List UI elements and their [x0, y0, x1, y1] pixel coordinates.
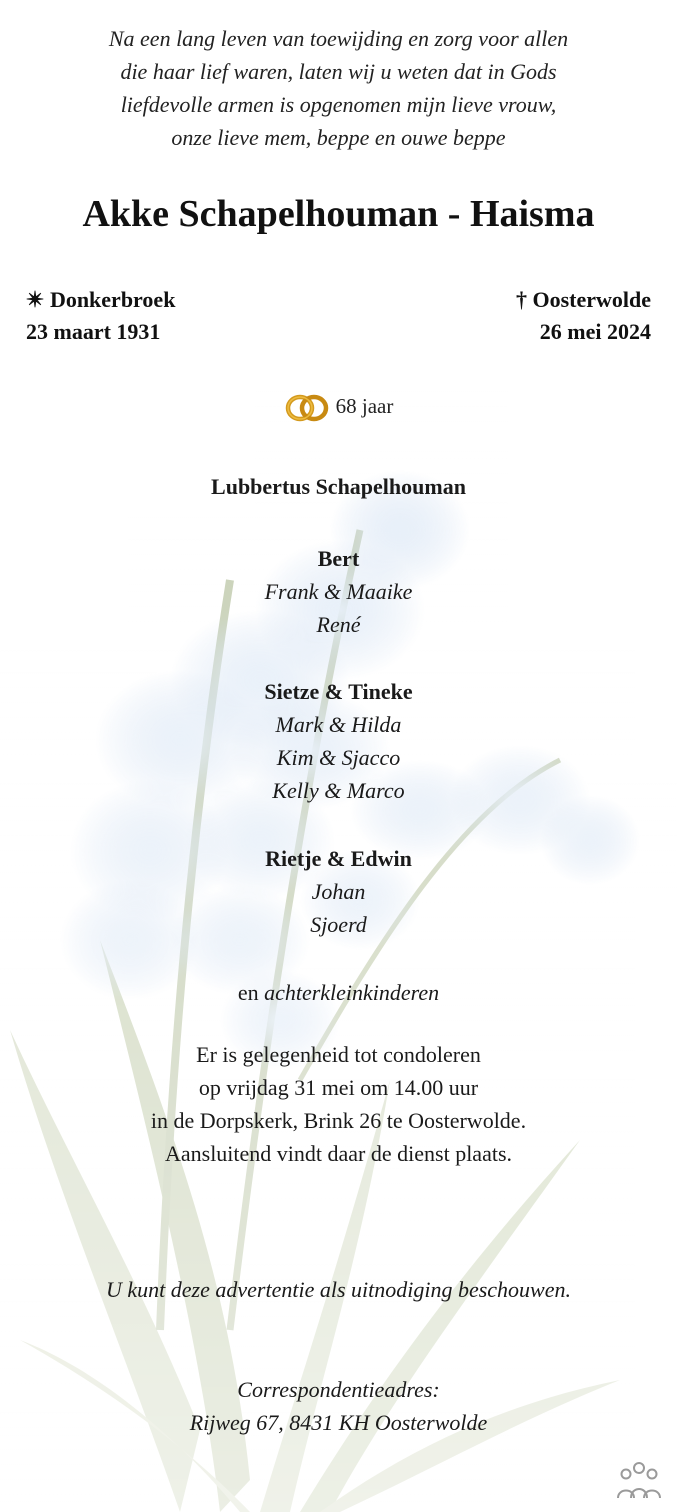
marriage-duration	[0, 393, 677, 423]
birth-place: Donkerbroek	[49, 287, 176, 312]
wedding-rings-icon	[284, 393, 330, 423]
deceased-name: Akke Schapelhouman - Haisma	[82, 193, 595, 235]
intro-line: Na een lang leven van toewijding en zorg voor allen	[108, 26, 569, 51]
intro-text	[0, 22, 677, 154]
correspondence-address	[0, 1373, 677, 1439]
family-child: René	[316, 612, 361, 637]
people-group-logo-icon	[615, 1460, 663, 1500]
family-child: Kelly & Marco	[272, 778, 405, 803]
death-cross-icon: †	[515, 287, 527, 312]
intro-line: die haar lief waren, laten wij u weten dat in Gods	[120, 59, 557, 84]
great-grandchildren-word: achterkleinkinderen	[264, 980, 440, 1005]
marriage-years: 68 jaar	[335, 393, 394, 418]
spouse-name: Lubbertus Schapelhouman	[211, 474, 466, 499]
condolence-line: Er is gelegenheid tot condoleren	[196, 1042, 481, 1067]
family-parent: Rietje & Edwin	[265, 846, 412, 871]
family-child: Sjoerd	[310, 912, 367, 937]
birth-info	[26, 284, 175, 348]
intro-line: onze lieve mem, beppe en ouwe beppe	[171, 125, 506, 150]
correspondence-label: Correspondentieadres:	[237, 1377, 440, 1402]
great-grandchildren-prefix: en	[237, 980, 259, 1005]
family-rietje-edwin	[0, 842, 677, 941]
family-child: Frank & Maaike	[264, 579, 413, 604]
birth-star-icon: ✴	[26, 287, 45, 312]
family-bert	[0, 542, 677, 641]
birth-date: 23 maart 1931	[26, 319, 161, 344]
family-child: Kim & Sjacco	[276, 745, 401, 770]
condolence-info	[0, 1038, 677, 1170]
death-info	[516, 284, 651, 348]
condolence-line: in de Dorpskerk, Brink 26 te Oosterwolde.	[150, 1108, 527, 1133]
great-grandchildren	[0, 976, 677, 1009]
family-child: Mark & Hilda	[275, 712, 402, 737]
death-place: Oosterwolde	[532, 287, 651, 312]
family-sietze-tineke	[0, 675, 677, 807]
family-parent: Bert	[317, 546, 360, 571]
correspondence-street: Rijweg 67, 8431 KH Oosterwolde	[189, 1410, 488, 1435]
family-parent: Sietze & Tineke	[264, 679, 413, 704]
invitation-note: U kunt deze advertentie als uitnodiging beschouwen.	[106, 1277, 571, 1302]
condolence-line: Aansluitend vindt daar de dienst plaats.	[164, 1141, 513, 1166]
intro-line: liefdevolle armen is opgenomen mijn lieve vrouw,	[120, 92, 557, 117]
condolence-line: op vrijdag 31 mei om 14.00 uur	[198, 1075, 479, 1100]
death-date: 26 mei 2024	[539, 319, 651, 344]
family-child: Johan	[311, 879, 366, 904]
